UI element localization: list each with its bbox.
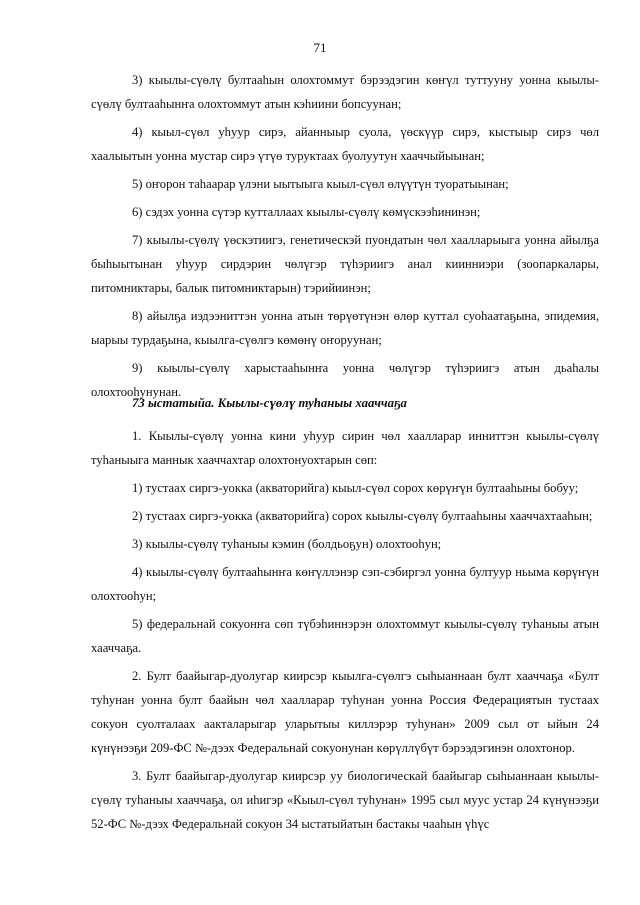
paragraph: 1. Кыылы-сүөлү уонна кини уһуур сирин чөл хаалларар инниттэн кыылы-сүөлү туһаныыга маннык хааччахтар олохтонуохтарын сөп: [91, 429, 599, 467]
article-paragraphs [91, 424, 599, 840]
paragraph: 9) кыылы-сүөлү харыстааһынҥа уонна чөлүгэр түһэриигэ атын дьаһалы олохтооһунунан. [91, 361, 599, 399]
page-number: 71 [313, 40, 327, 55]
paragraph: 7) кыылы-сүөлү үөскэтиигэ, генетическэй пуондатын чөл хаалларыыга уонна айылҕа быһыытынан уһуур сирдэрин чөлүгэр түһэриигэ анал киинниэри (зоопаркалары, питомниктары, балык питомниктарын) тэрийиинэн; [91, 233, 599, 295]
paragraph: 6) сэдэх уонна сүтэр кутталлаах кыылы-сүөлү көмүскээһининэн; [132, 205, 481, 219]
paragraph: 2. Булт баайыгар-дуолугар киирсэр кыылга-сүөлгэ сыһыаннаан булт хааччаҕа «Булт туһунан уонна булт баайын чөл хаалларар туһунан уонна Россия Федерациятын тустаах сокуон суолталаах аакталарыгар уларытыы киллэрэр туһунан» 2009 сыл от ыйын 24 күнүнээҕи 209-ФС №-дээх Федеральнай сокуонунан көрүллүбүт бэрээдэгинэн олохтонор. [91, 669, 599, 755]
paragraph: 1) тустаах сиргэ-уокка (акваторийга) кыыл-сүөл сорох көрүҥүн бултааһыны бобуу; [132, 481, 579, 495]
paragraph: 4) кыылы-сүөлү бултааһынҥа көҥүллэнэр сэп-сэбиргэл уонна бултуур ньыма көрүҥүн олохтооһун; [91, 565, 599, 603]
paragraph: 4) кыыл-сүөл уһуур сирэ, айанныыр суола, үөскүүр сирэ, кыстыыр сирэ чөл хаалыытын уонна мустар сирэ үтүө туруктаах буолуутун хааччыйыынан; [91, 125, 599, 163]
paragraph: 3) кыылы-сүөлү бултааһын олохтоммут бэрээдэгин көҥүл туттууну уонна кыылы-сүөлү бултааһынҥа олохтоммут атын кэһиини бопсуунан; [91, 73, 599, 111]
paragraph: 3) кыылы-сүөлү туһаныы кэмин (болдьоҕун) олохтооһун; [132, 537, 442, 551]
paragraph: 2) тустаах сиргэ-уокка (акваторийга) сорох кыылы-сүөлү бултааһыны хааччахтааһын; [132, 509, 593, 523]
paragraph: 8) айылҕа иэдээниттэн уонна атын төрүөтүнэн өлөр куттал суоһаатаҕына, эпидемия, ыарыы турдаҕына, кыылга-сүөлгэ көмөнү оҥоруунан; [91, 309, 599, 347]
paragraph: 5) оҥорон таһаарар үлэни ыытыыга кыыл-сүөл өлүүтүн туоратыынан; [132, 177, 509, 191]
paragraph: 5) федеральнай сокуонҥа сөп түбэһиннэрэн олохтоммут кыылы-сүөлү туһаныы атын хааччаҕа. [91, 617, 599, 655]
article-heading: 73 ыстатыйа. Кыылы-сүөлү туһаныы хааччаҕа [132, 396, 407, 410]
top-paragraphs [91, 68, 599, 408]
paragraph: 3. Булт баайыгар-дуолугар киирсэр уу биологическай баайыгар сыһыаннаан кыылы-сүөлү туһаныы хааччаҕа, ол иһигэр «Кыыл-сүөл туһунан» 1995 сыл муус устар 24 күнүнээҕи 52-ФС №-дээх Федеральнай сокуон 34 ыстатыйатын бастакы чааһын үһүс [91, 769, 599, 831]
